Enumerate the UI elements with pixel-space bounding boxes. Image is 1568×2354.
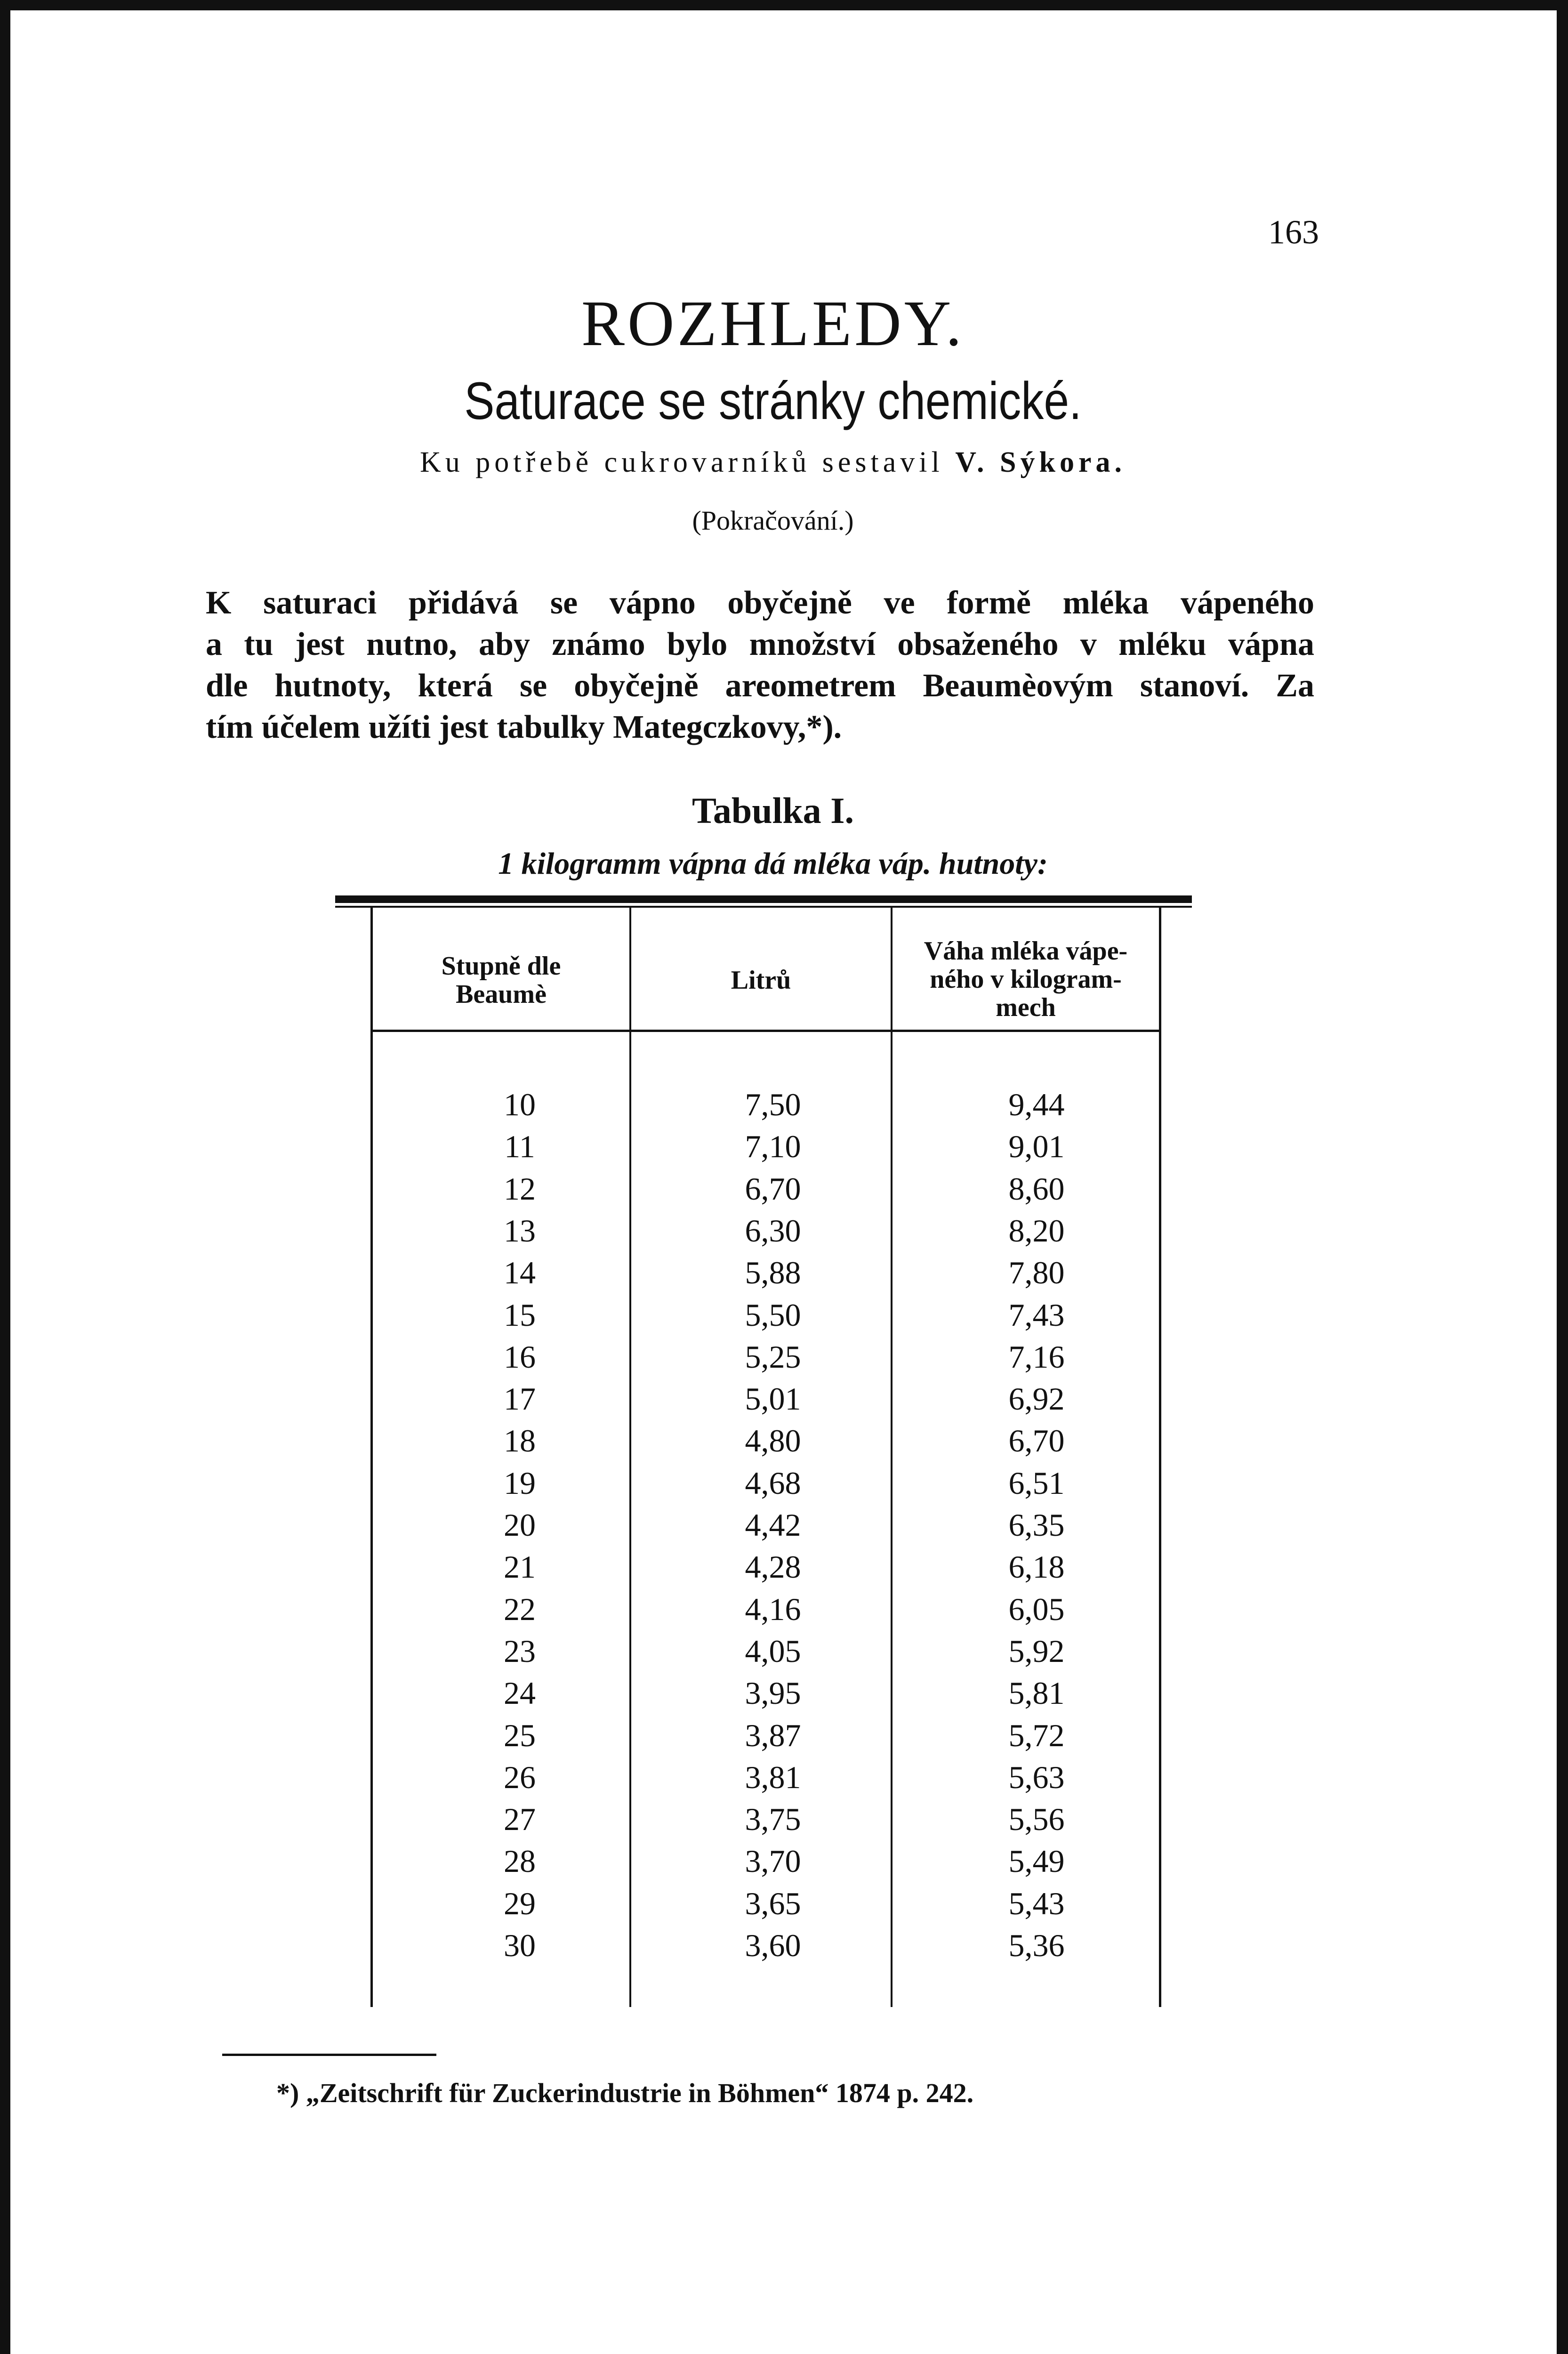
cell-litres: 5,01: [745, 1381, 801, 1417]
cell-degree: 27: [504, 1801, 536, 1837]
paragraph-line: tím účelem užíti jest tabulky Mategczkovy,*).: [206, 709, 842, 745]
cell-litres: 5,25: [745, 1339, 801, 1375]
cell-litres: 7,10: [745, 1129, 801, 1164]
cell-degree: 11: [504, 1129, 535, 1164]
intro-paragraph: [206, 582, 1314, 748]
cell-degree: 22: [504, 1591, 536, 1627]
header-litres: [631, 966, 891, 994]
cell-weight: 5,92: [1008, 1633, 1065, 1669]
cell-litres: 6,70: [745, 1171, 801, 1207]
cell-weight: 5,43: [1008, 1886, 1065, 1921]
cell-weight: 7,43: [1008, 1297, 1065, 1333]
cell-litres: 5,50: [745, 1297, 801, 1333]
cell-litres: 4,68: [745, 1465, 801, 1501]
cell-degree: 15: [504, 1297, 536, 1333]
cell-weight: 5,81: [1008, 1675, 1065, 1711]
cell-litres: 7,50: [745, 1087, 801, 1122]
cell-weight: 5,72: [1008, 1717, 1065, 1753]
cell-degree: 28: [504, 1843, 536, 1879]
table-subtitle: 1 kilogramm vápna dá mléka váp. hutnoty:: [498, 846, 1048, 881]
cell-degree: 16: [504, 1339, 536, 1375]
cell-weight: 6,92: [1008, 1381, 1065, 1417]
paragraph-line: dle hutnoty, která se obyčejně areometrem Beaumèovým stanoví. Za: [206, 668, 1314, 704]
cell-litres: 3,75: [745, 1801, 801, 1837]
table-title: Tabulka I.: [692, 790, 854, 831]
cell-weight: 9,01: [1008, 1129, 1065, 1164]
cell-degree: 14: [504, 1255, 536, 1290]
cell-weight: 8,60: [1008, 1171, 1065, 1207]
footnote: *) „Zeitschrift für Zuckerindustrie in Böhmen“ 1874 p. 242.: [276, 2078, 974, 2108]
table-divider-1: [629, 908, 631, 2007]
header-weight: [893, 937, 1159, 1022]
cell-degree: 24: [504, 1675, 536, 1711]
cell-degree: 13: [504, 1213, 536, 1249]
cell-weight: 7,80: [1008, 1255, 1065, 1290]
cell-weight: 5,63: [1008, 1759, 1065, 1795]
cell-weight: 7,16: [1008, 1339, 1065, 1375]
footnote-rule: [222, 2054, 436, 2056]
cell-litres: 3,87: [745, 1717, 801, 1753]
cell-litres: 3,60: [745, 1927, 801, 1963]
cell-degree: 19: [504, 1465, 536, 1501]
byline: [10, 446, 1536, 479]
header-weight-line: Váha mléka vápe-: [924, 936, 1128, 966]
header-litres-text: Litrů: [731, 966, 791, 995]
cell-weight: 6,18: [1008, 1549, 1065, 1585]
cell-degree: 21: [504, 1549, 536, 1585]
cell-litres: 4,28: [745, 1549, 801, 1585]
cell-degree: 26: [504, 1759, 536, 1795]
header-weight-line: mech: [996, 993, 1056, 1022]
cell-litres: 4,05: [745, 1633, 801, 1669]
table-top-rule-thick: [335, 895, 1192, 903]
cell-degree: 23: [504, 1633, 536, 1669]
article-title: Saturace se stránky chemické.: [464, 371, 1082, 430]
table-header-rule: [373, 1030, 1159, 1032]
cell-degree: 29: [504, 1886, 536, 1921]
table-divider-2: [891, 908, 893, 2007]
document-page: [10, 10, 1557, 2354]
header-degrees: [373, 952, 629, 1008]
cell-litres: 6,30: [745, 1213, 801, 1249]
cell-weight: 6,05: [1008, 1591, 1065, 1627]
cell-weight: 6,70: [1008, 1423, 1065, 1459]
cell-weight: 5,49: [1008, 1843, 1065, 1879]
cell-degree: 30: [504, 1927, 536, 1963]
page-number: 163: [1268, 213, 1319, 251]
continued-note: (Pokračování.): [692, 505, 854, 536]
cell-degree: 20: [504, 1507, 536, 1543]
paragraph-line: a tu jest nutno, aby známo bylo množství obsaženého v mléku vápna: [206, 626, 1314, 662]
byline-prefix: Ku potřebě cukrovarníků sestavil: [420, 446, 944, 478]
cell-degree: 10: [504, 1087, 536, 1122]
cell-weight: 8,20: [1008, 1213, 1065, 1249]
byline-author: V. Sýkora.: [955, 446, 1126, 478]
cell-litres: 3,81: [745, 1759, 801, 1795]
cell-degree: 12: [504, 1171, 536, 1207]
cell-litres: 4,42: [745, 1507, 801, 1543]
cell-litres: 3,70: [745, 1843, 801, 1879]
cell-degree: 17: [504, 1381, 536, 1417]
cell-degree: 18: [504, 1423, 536, 1459]
cell-litres: 4,16: [745, 1591, 801, 1627]
header-degrees-line: Beaumè: [456, 980, 547, 1009]
cell-weight: 5,56: [1008, 1801, 1065, 1837]
header-degrees-line: Stupně dle: [441, 951, 561, 981]
cell-degree: 25: [504, 1717, 536, 1753]
header-weight-line: ného v kilogram-: [930, 965, 1122, 994]
table-right-border: [1159, 908, 1161, 2007]
cell-weight: 6,35: [1008, 1507, 1065, 1543]
table-left-border: [370, 908, 373, 2007]
cell-litres: 3,95: [745, 1675, 801, 1711]
cell-litres: 5,88: [745, 1255, 801, 1290]
section-title: ROZHLEDY.: [581, 287, 965, 359]
cell-weight: 9,44: [1008, 1087, 1065, 1122]
cell-litres: 4,80: [745, 1423, 801, 1459]
table-top-rule-thin: [335, 906, 1192, 908]
cell-weight: 5,36: [1008, 1927, 1065, 1963]
cell-weight: 6,51: [1008, 1465, 1065, 1501]
paragraph-line: K saturaci přidává se vápno obyčejně ve formě mléka vápeného: [206, 585, 1314, 621]
cell-litres: 3,65: [745, 1886, 801, 1921]
